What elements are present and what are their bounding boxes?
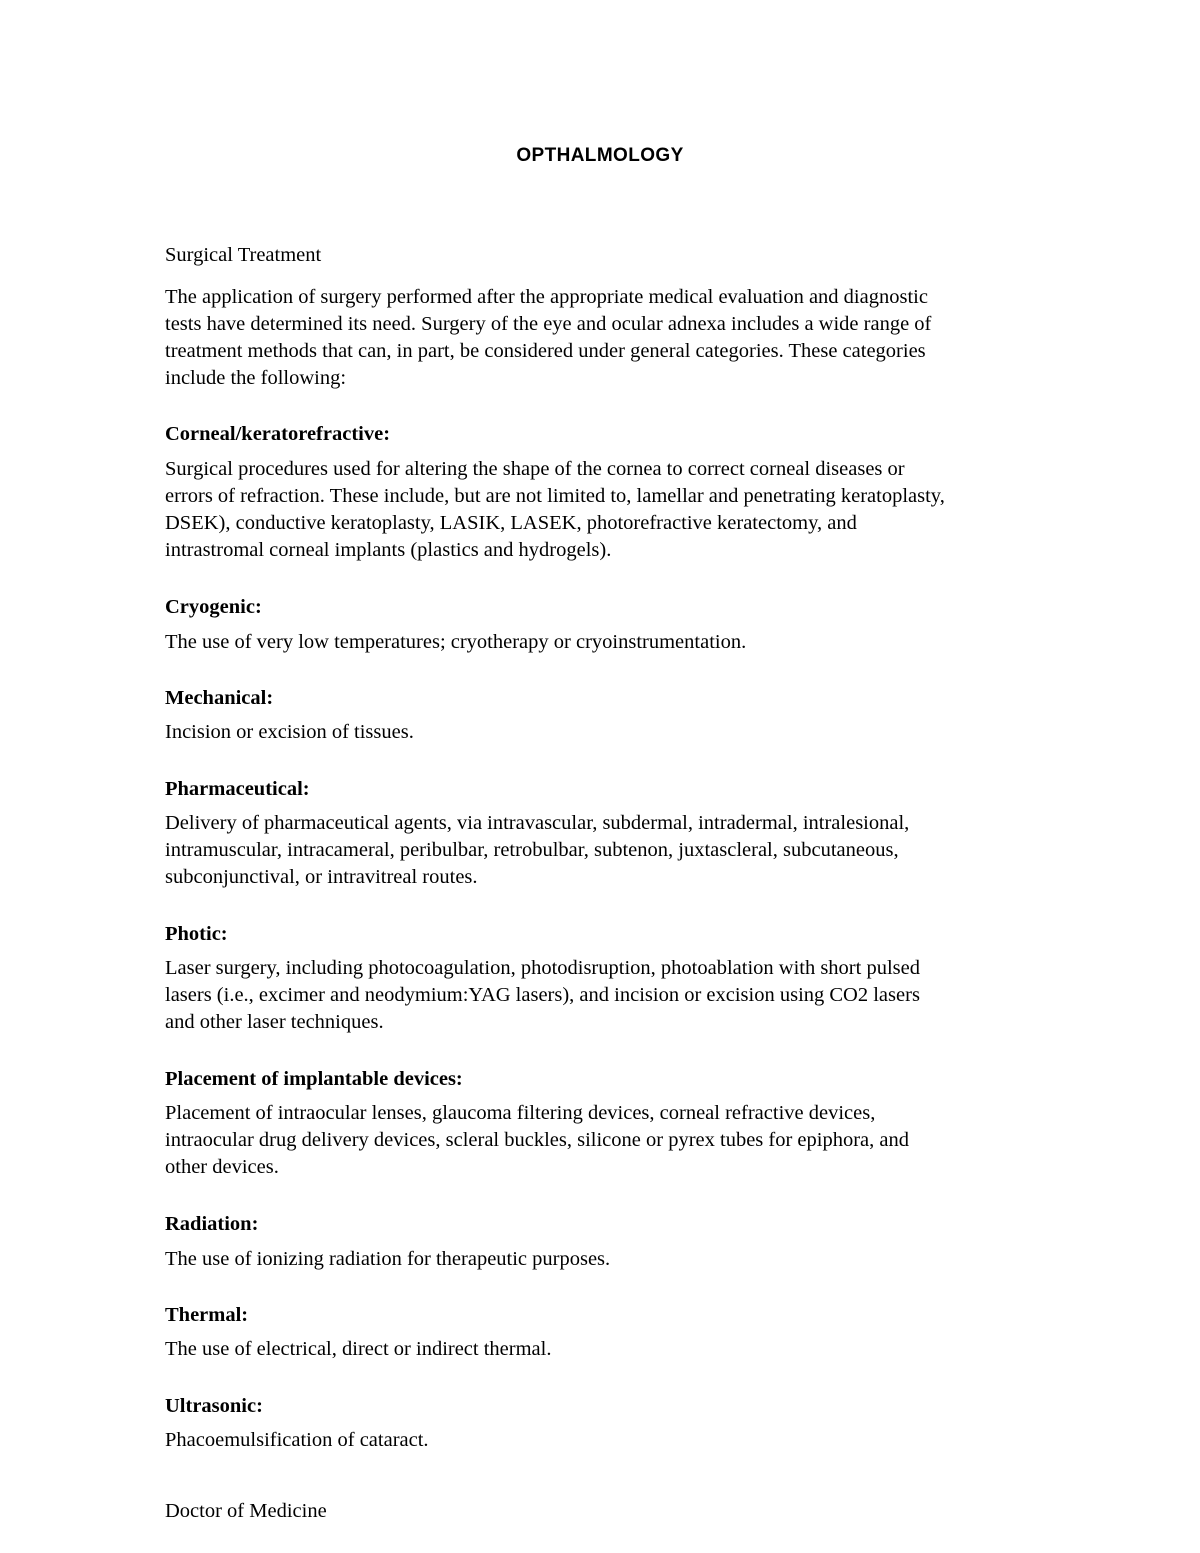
intro-line: The application of surgery performed after the appropriate medical evaluation and diagnostic: [165, 286, 928, 308]
section-heading: Thermal:: [165, 1304, 249, 1326]
section-text-line: Surgical procedures used for altering the shape of the cornea to correct corneal diseases or: [165, 458, 905, 480]
section-text-line: other devices.: [165, 1156, 279, 1178]
footer-text: Doctor of Medicine: [165, 1500, 327, 1522]
section-text-line: The use of very low temperatures; cryotherapy or cryoinstrumentation.: [165, 631, 747, 653]
section-text-line: intrastromal corneal implants (plastics and hydrogels).: [165, 539, 612, 561]
section-text-line: DSEK), conductive keratoplasty, LASIK, LASEK, photorefractive keratectomy, and: [165, 512, 857, 534]
section-heading: Corneal/keratorefractive:: [165, 423, 391, 445]
section-text-line: subconjunctival, or intravitreal routes.: [165, 866, 478, 888]
section-text-line: Placement of intraocular lenses, glaucoma filtering devices, corneal refractive devices,: [165, 1102, 876, 1124]
section-heading: Mechanical:: [165, 687, 274, 709]
section-text-line: The use of ionizing radiation for therapeutic purposes.: [165, 1248, 611, 1270]
section-heading: Placement of implantable devices:: [165, 1068, 463, 1090]
section-text-line: intraocular drug delivery devices, scleral buckles, silicone or pyrex tubes for epiphora, and: [165, 1129, 909, 1151]
section-text-line: intramuscular, intracameral, peribulbar, retrobulbar, subtenon, juxtascleral, subcutaneous,: [165, 839, 899, 861]
section-heading: Photic:: [165, 923, 228, 945]
section-heading: Pharmaceutical:: [165, 778, 310, 800]
intro-line: tests have determined its need. Surgery of the eye and ocular adnexa includes a wide range of: [165, 313, 932, 335]
section-text-line: errors of refraction. These include, but are not limited to, lamellar and penetrating keratoplasty,: [165, 485, 945, 507]
intro-line: treatment methods that can, in part, be considered under general categories. These categories: [165, 340, 926, 362]
section-text-line: Incision or excision of tissues.: [165, 721, 414, 743]
section-text-line: Phacoemulsification of cataract.: [165, 1429, 429, 1451]
section-text-line: Laser surgery, including photocoagulation, photodisruption, photoablation with short pulsed: [165, 957, 920, 979]
section-heading: Cryogenic:: [165, 596, 262, 618]
section-subtitle: Surgical Treatment: [165, 244, 322, 266]
section-heading: Ultrasonic:: [165, 1395, 263, 1417]
intro-line: include the following:: [165, 367, 347, 389]
section-text-line: The use of electrical, direct or indirect thermal.: [165, 1338, 552, 1360]
document-title: OPTHALMOLOGY: [516, 145, 684, 166]
section-text-line: Delivery of pharmaceutical agents, via intravascular, subdermal, intradermal, intralesional,: [165, 812, 910, 834]
section-text-line: lasers (i.e., excimer and neodymium:YAG lasers), and incision or excision using CO2 lasers: [165, 984, 920, 1006]
section-heading: Radiation:: [165, 1213, 259, 1235]
section-text-line: and other laser techniques.: [165, 1011, 384, 1033]
